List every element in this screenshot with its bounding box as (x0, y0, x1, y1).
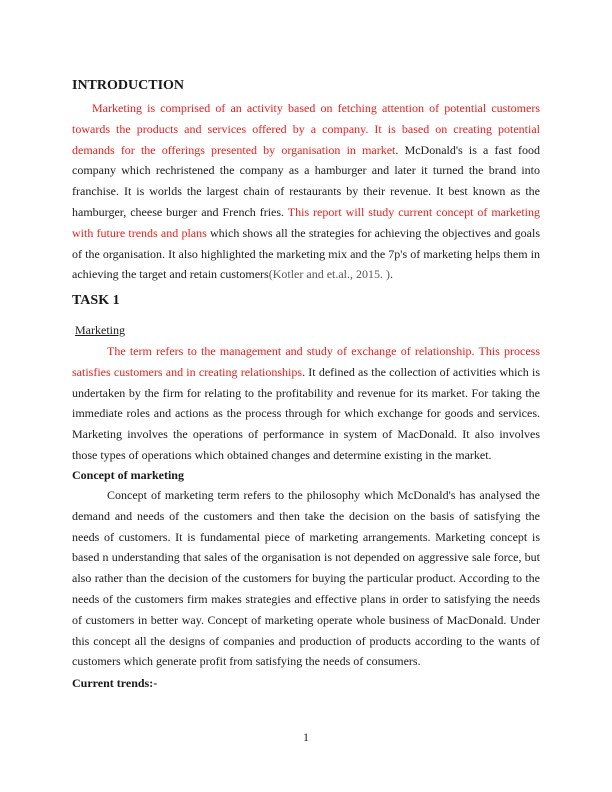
concept-heading: Concept of marketing (72, 468, 184, 482)
current-trends-heading: Current trends:- (72, 676, 158, 690)
intro-text-1: . McDonald's is a fast food company which rechristened the company as a hamburger and later it turned the brand into franchise. It is worlds the largest chain of restaurants by their revenue. It best known as the hamburger, cheese burger and French fries. (72, 142, 540, 219)
intro-text-2: which shows all the strategies for achieving the objectives and goals of the organisation. It also highlighted the marketing mix and the 7p's of marketing helps them in achieving the target and retain customers (72, 225, 541, 282)
page-number: 1 (303, 730, 309, 744)
marketing-subheading (72, 320, 540, 341)
introduction-heading: INTRODUCTION (72, 78, 185, 93)
concept-text: Concept of marketing term refers to the philosophy which McDonald's has analysed the demand and needs of the customers and then take the decision on the basis of satisfying the needs of customers. It is fundamental piece of marketing arrangements. Marketing concept is based n understanding that sales of the organisation is not depended on aggressive sale force, but also rather than the decision of the customers for buying the particular product. According to the needs of the customers firm makes strategies and effective plans in order to satisfying the needs of customers in better way. Concept of marketing operate whole business of MacDonald. Under this concept all the designs of companies and production of products according to the wants of customers which generate profit from satisfying the needs of consumers. (72, 488, 540, 669)
intro-citation: (Kotler and et.al., 2015. ) (268, 267, 391, 282)
marketing-paragraph (72, 341, 540, 466)
intro-highlight-1: Marketing is comprised of an activity based on fetching attention of potential customers towards the products and services offered by a company. It is based on creating potential demands for the offerings presented by organisation in market (72, 101, 540, 157)
marketing-highlight: The term refers to the management and study of exchange of relationship. This process satisfies customers and in creating relationships (72, 344, 540, 379)
marketing-text: . It defined as the collection of activities which is undertaken by the firm for relating to the profitability and revenue for its market. For taking the immediate roles and actions as the process through for which exchange for goods and services. Marketing involves the operations of performance in system of MacDonald. It also involves those types of operations which obtained changes and determine existing in the market. (72, 364, 540, 462)
concept-paragraph (72, 485, 540, 672)
intro-highlight-2: This report will study current concept of marketing with future trends and plans (72, 204, 540, 240)
intro-end: . (390, 267, 394, 282)
marketing-label: Marketing (75, 323, 125, 337)
task1-heading: TASK 1 (72, 293, 120, 308)
introduction-paragraph (72, 98, 540, 285)
